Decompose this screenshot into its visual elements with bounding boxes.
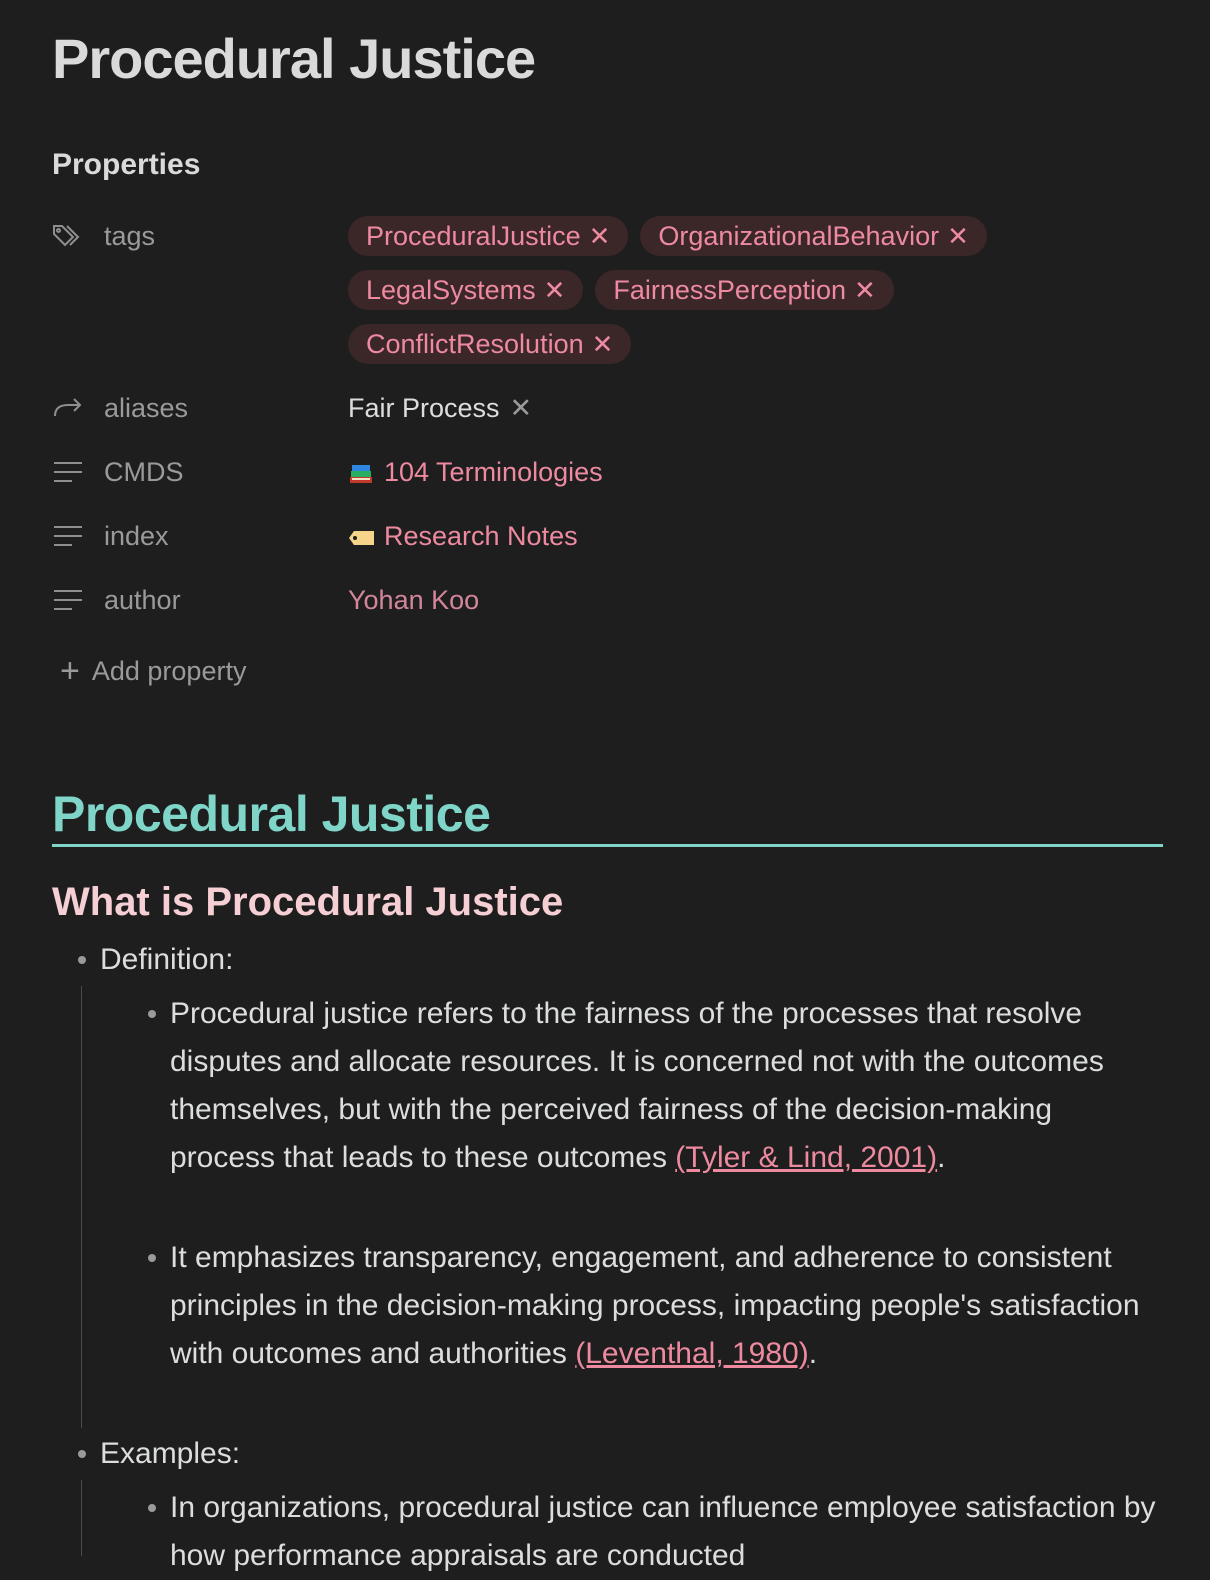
index-link[interactable] (348, 516, 578, 556)
label-tag-icon (348, 525, 374, 547)
bullet-dot (148, 1504, 156, 1512)
property-key-cmds[interactable] (52, 452, 184, 492)
remove-tag-icon[interactable]: ✕ (854, 274, 876, 305)
tag-pill[interactable] (348, 270, 583, 310)
property-label-cmds: CMDS (104, 456, 184, 487)
examples-label: Examples: (100, 1437, 241, 1470)
list-item[interactable] (78, 1430, 240, 1478)
property-label-author: author (104, 584, 181, 615)
list-item[interactable] (148, 1234, 1158, 1378)
definition-label: Definition: (100, 943, 234, 976)
note-title[interactable]: Procedural Justice (52, 27, 536, 90)
cmds-link[interactable] (348, 452, 603, 492)
property-key-tags[interactable] (52, 216, 155, 256)
text-lines-icon (52, 580, 88, 620)
text-lines-icon (52, 516, 88, 556)
tag-pill[interactable] (640, 216, 986, 256)
definition-text-1: Procedural justice refers to the fairness of the processes that resolve disputes and allocate resources. It is concerned not with the outcomes themselves, but with the perceived fairness of the decision-making process that leads to these outcomes (170, 997, 1104, 1174)
bullet-dot (78, 956, 86, 964)
indent-guide (81, 1480, 82, 1556)
remove-alias-icon[interactable]: ✕ (509, 392, 533, 423)
heading-1[interactable]: Procedural Justice (52, 784, 1163, 847)
property-key-author[interactable] (52, 580, 181, 620)
tags-list (348, 216, 1048, 378)
list-item[interactable] (148, 1484, 1158, 1580)
index-link-text: Research Notes (384, 520, 578, 551)
bullet-dot (148, 1010, 156, 1018)
citation-link[interactable]: (Tyler & Lind, 2001) (675, 1141, 938, 1174)
forward-arrow-icon (52, 388, 88, 428)
books-icon (348, 461, 374, 483)
remove-tag-icon[interactable]: ✕ (947, 220, 969, 251)
citation-link[interactable]: (Leventhal, 1980) (575, 1337, 809, 1370)
alias-text: Fair Process (348, 392, 500, 423)
list-item[interactable] (78, 936, 233, 984)
property-key-index[interactable] (52, 516, 169, 556)
bullet-dot (78, 1450, 86, 1458)
property-label-index: index (104, 520, 169, 551)
plus-icon: + (60, 651, 80, 690)
list-item-text: Procedural justice refers to the fairness of the processes that resolve disputes and allocate resources. It is concerned not with the outcomes themselves, but with the perceived fairness of the decision-making process that leads to these outcomes (Tyler & Lind, 2001). (170, 997, 1104, 1174)
tag-label: ConflictResolution (366, 328, 584, 359)
tag-label: FairnessPerception (613, 274, 847, 305)
add-property-label: Add property (91, 655, 247, 686)
tag-label: LegalSystems (366, 274, 536, 305)
cmds-link-text: 104 Terminologies (384, 456, 603, 487)
property-label-tags: tags (104, 220, 156, 251)
remove-tag-icon[interactable]: ✕ (591, 328, 614, 359)
definition-text-2: It emphasizes transparency, engagement, and adherence to consistent principles in the decision-making process, impacting people's satisfaction with outcomes and authorities (170, 1241, 1140, 1370)
tag-label: OrganizationalBehavior (658, 220, 940, 251)
tag-pill[interactable] (348, 216, 628, 256)
list-item-text: It emphasizes transparency, engagement, and adherence to consistent principles in the decision-making process, impacting people's satisfaction with outcomes and authorities (Leventhal, 1980). (170, 1241, 1140, 1370)
list-item[interactable] (148, 990, 1158, 1182)
tag-pill[interactable] (595, 270, 893, 310)
tags-icon (52, 216, 88, 256)
tag-pill[interactable] (348, 324, 631, 364)
indent-guide (81, 986, 82, 1428)
property-key-aliases[interactable] (52, 388, 188, 428)
properties-heading[interactable]: Properties (52, 148, 201, 181)
bullet-dot (148, 1254, 156, 1262)
add-property-button[interactable] (60, 650, 246, 692)
text-lines-icon (52, 452, 88, 492)
tag-label: ProceduralJustice (366, 220, 581, 251)
property-label-aliases: aliases (104, 392, 189, 423)
list-item-text: In organizations, procedural justice can influence employee satisfaction by how performance appraisals are conducted (170, 1491, 1156, 1572)
remove-tag-icon[interactable]: ✕ (543, 274, 566, 305)
remove-tag-icon[interactable]: ✕ (588, 220, 611, 251)
alias-value[interactable] (348, 388, 532, 428)
heading-2[interactable]: What is Procedural Justice (52, 880, 564, 924)
author-value[interactable]: Yohan Koo (348, 584, 480, 615)
